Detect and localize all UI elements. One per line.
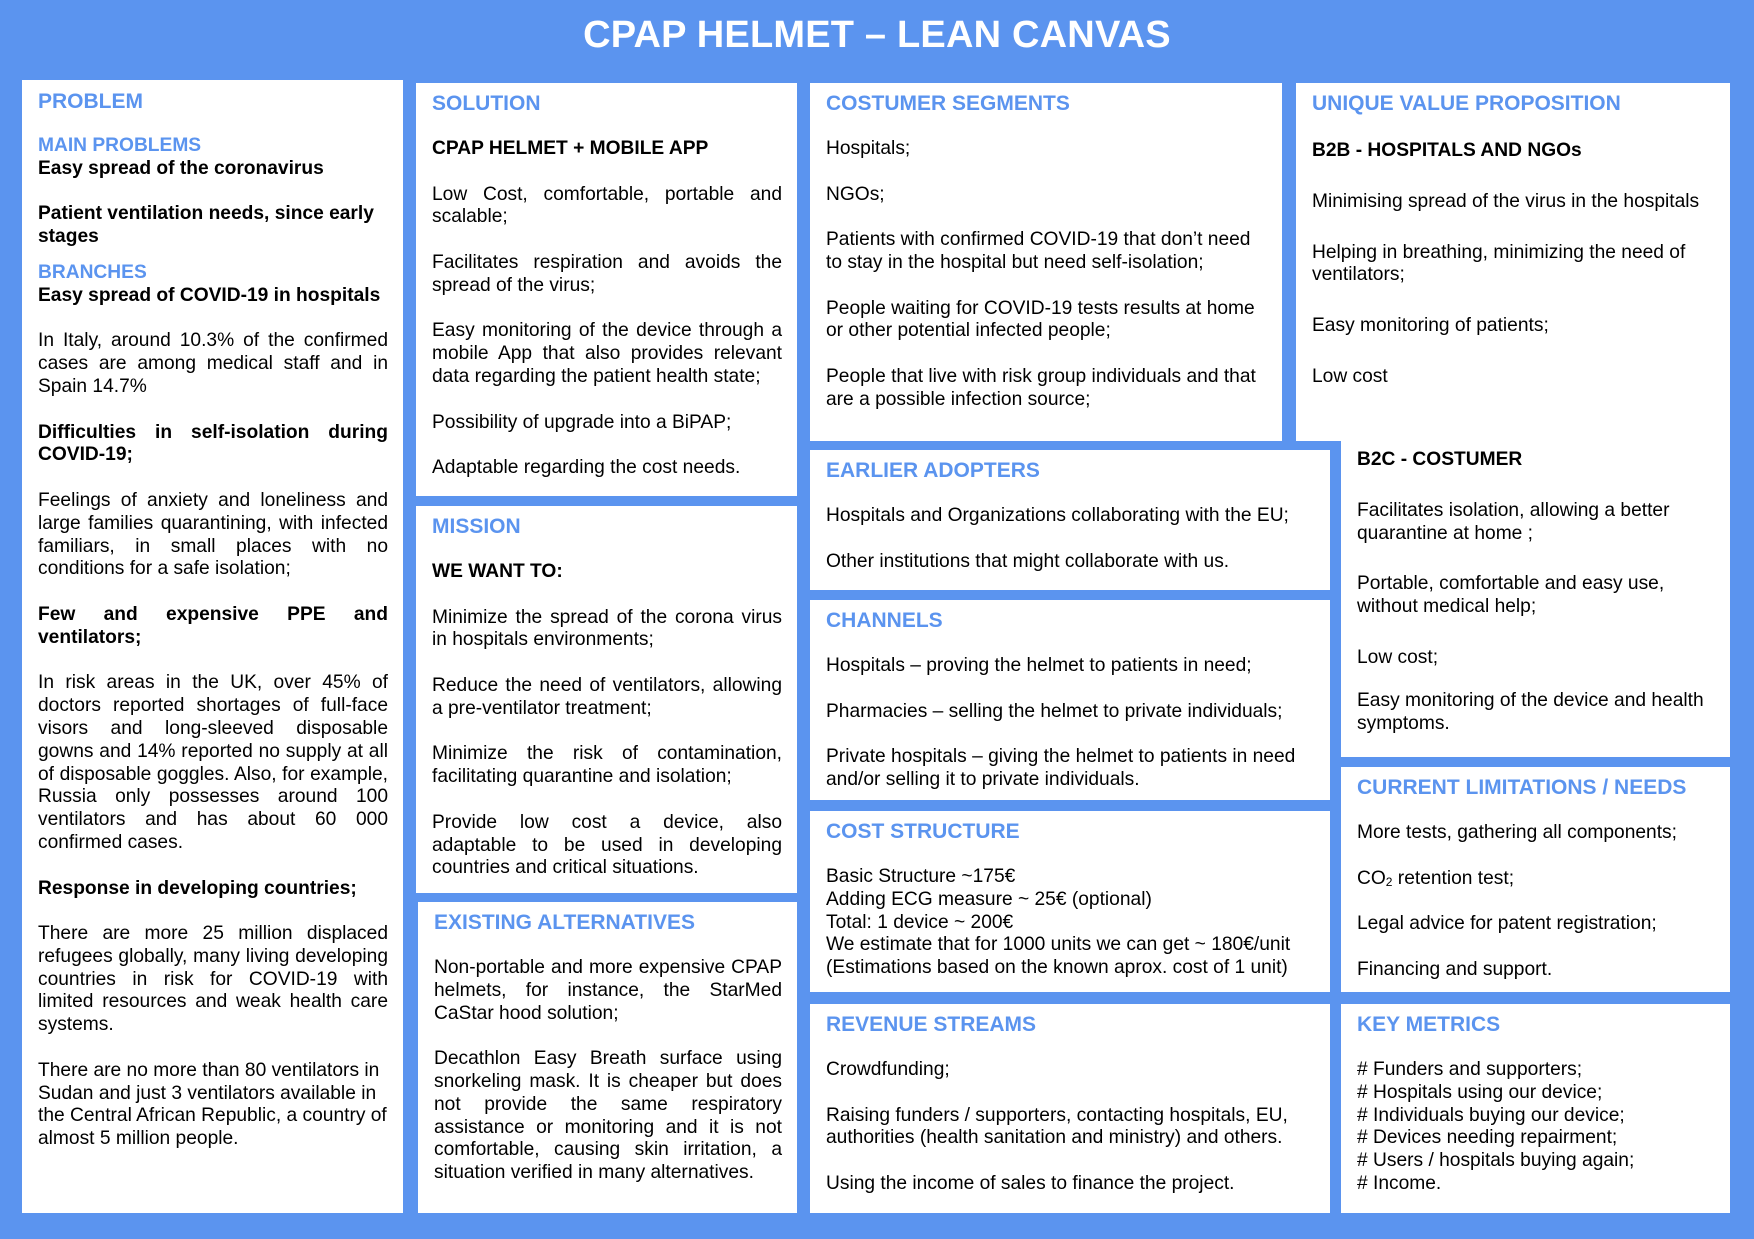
metrics-heading: KEY METRICS (1357, 1013, 1501, 1036)
alternatives-heading: EXISTING ALTERNATIVES (434, 911, 695, 934)
uvp-b2c-item: Portable, comfortable and easy use, without medical help; (1357, 573, 1665, 618)
problem-box (22, 80, 403, 1213)
metric-line: # Individuals buying our device; (1357, 1104, 1625, 1126)
mission-item: Minimize the risk of contamination, facilitating quarantine and isolation; (432, 743, 782, 788)
mission-subtitle: WE WANT TO: (432, 561, 563, 582)
main-problem-2: Patient ventilation needs, since early stages (38, 203, 374, 248)
branch-2-title: Difficulties in self-isolation during COVID-19; (38, 421, 388, 466)
uvp-box (1296, 83, 1730, 441)
cost-line: We estimate that for 1000 units we can get ~ 180€/unit (826, 934, 1291, 956)
segment-item: Patients with confirmed COVID-19 that don’t need to stay in the hospital but need self-isolation; (826, 229, 1251, 273)
uvp-b2b-item: Minimising spread of the virus in the hospitals (1312, 190, 1700, 212)
mission-item: Provide low cost a device, also adaptable to be used in developing countries and critical situations. (432, 811, 782, 879)
adopters-box (810, 450, 1330, 590)
channel-item: Pharmacies – selling the helmet to private individuals; (826, 700, 1283, 722)
limitation-item (1357, 868, 1715, 891)
adopters-heading: EARLIER ADOPTERS (826, 459, 1040, 482)
cost-line: Total: 1 device ~ 200€ (826, 911, 1014, 933)
segments-heading: COSTUMER SEGMENTS (826, 92, 1070, 115)
co2-text: CO (1357, 867, 1386, 889)
uvp-b2b-item: Low cost (1312, 365, 1388, 387)
uvp-b2c-title: B2C - COSTUMER (1357, 449, 1523, 470)
cost-box (810, 811, 1330, 992)
revenue-heading: REVENUE STREAMS (826, 1013, 1037, 1036)
limitations-heading: CURRENT LIMITATIONS / NEEDS (1357, 776, 1687, 799)
segment-item: Hospitals; (826, 138, 911, 159)
uvp-b2b-title: B2B - HOSPITALS AND NGOs (1312, 140, 1582, 161)
branch-3-text: In risk areas in the UK, over 45% of doctors reported shortages of full-face visors and long-sleeved disposable gowns and 14% reported no supply at all of disposable goggles. Also, for example, Russia only possesses around 100 ventilators and has about 60 000 confirmed cases. (38, 672, 388, 853)
metric-line: # Income. (1357, 1172, 1442, 1194)
page-title: CPAP HELMET – LEAN CANVAS (583, 14, 1171, 56)
uvp-b2b-item: Helping in breathing, minimizing the need of ventilators; (1312, 241, 1686, 286)
limitation-item: Legal advice for patent registration; (1357, 913, 1657, 935)
channels-heading: CHANNELS (826, 609, 943, 632)
solution-box (416, 83, 797, 496)
uvp-b2c-box (1341, 441, 1730, 757)
channels-box (810, 600, 1330, 800)
revenue-item: Using the income of sales to finance the project. (826, 1172, 1235, 1194)
limitation-item: Financing and support. (1357, 958, 1553, 980)
cost-line: (Estimations based on the known aprox. cost of 1 unit) (826, 957, 1288, 979)
segment-item: People that live with risk group individuals and that are a possible infection source; (826, 365, 1256, 410)
channel-item: Hospitals – proving the helmet to patients in need; (826, 655, 1252, 676)
segment-item: NGOs; (826, 183, 885, 205)
adopter-item: Other institutions that might collaborate with us. (826, 550, 1230, 572)
mission-item: Minimize the spread of the corona virus in hospitals environments; (432, 606, 782, 651)
revenue-item: Crowdfunding; (826, 1059, 950, 1080)
uvp-b2c-item: Low cost; (1357, 646, 1439, 668)
solution-item: Facilitates respiration and avoids the spread of the virus; (432, 251, 782, 296)
alternative-item: Decathlon Easy Breath surface using snorkeling mask. It is cheaper but does not provide the same respiratory assistance or monitoring and it is not comfortable, causing skin irritation, a situation verified in many alternatives. (434, 1048, 782, 1184)
segments-box (810, 83, 1282, 441)
revenue-box (810, 1004, 1330, 1213)
solution-subtitle: CPAP HELMET + MOBILE APP (432, 138, 709, 159)
solution-item: Low Cost, comfortable, portable and scalable; (432, 183, 782, 228)
branch-3-title: Few and expensive PPE and ventilators; (38, 603, 388, 648)
mission-heading: MISSION (432, 515, 521, 538)
uvp-b2c-item: Easy monitoring of the device and health symptoms. (1357, 689, 1704, 734)
main-problems-heading: MAIN PROBLEMS (38, 135, 202, 156)
branches-heading: BRANCHES (38, 261, 147, 283)
metric-line: # Hospitals using our device; (1357, 1081, 1603, 1103)
co2-subscript: 2 (1385, 874, 1393, 889)
solution-item: Possibility of upgrade into a BiPAP; (432, 411, 732, 433)
channel-item: Private hospitals – giving the helmet to patients in need and/or selling it to private individuals. (826, 746, 1296, 790)
revenue-item: Raising funders / supporters, contacting hospitals, EU, authorities (health sanitation and ministry) and others. (826, 1104, 1288, 1149)
co2-retention-text: retention test; (1392, 867, 1515, 889)
cost-line: Adding ECG measure ~ 25€ (optional) (826, 888, 1152, 910)
mission-item: Reduce the need of ventilators, allowing a pre-ventilator treatment; (432, 674, 782, 719)
branch-1-text: In Italy, around 10.3% of the confirmed cases are among medical staff and in Spain 14.7% (38, 330, 388, 397)
solution-item: Adaptable regarding the cost needs. (432, 457, 741, 479)
limitations-box (1341, 767, 1730, 992)
metric-line: # Users / hospitals buying again; (1357, 1150, 1635, 1172)
uvp-heading: UNIQUE VALUE PROPOSITION (1312, 92, 1621, 115)
alternative-item: Non-portable and more expensive CPAP helmets, for instance, the StarMed CaStar hood solution; (434, 957, 782, 1024)
uvp-b2b-item: Easy monitoring of patients; (1312, 315, 1549, 337)
cost-line: Basic Structure ~175€ (826, 866, 1016, 887)
segment-item: People waiting for COVID-19 tests results at home or other potential infected people; (826, 297, 1255, 342)
branch-4-title: Response in developing countries; (38, 877, 357, 899)
metric-line: # Devices needing repairment; (1357, 1127, 1618, 1149)
branch-1-title: Easy spread of COVID-19 in hospitals (38, 284, 381, 306)
main-problem-1: Easy spread of the coronavirus (38, 157, 324, 179)
alternatives-box (418, 902, 797, 1213)
metric-line: # Funders and supporters; (1357, 1059, 1583, 1080)
adopter-item: Hospitals and Organizations collaborating with the EU; (826, 505, 1289, 526)
mission-box (416, 506, 797, 893)
branch-4-text-1: There are more 25 million displaced refugees globally, many living developing countries in risk for COVID-19 with limited resources and weak health care systems. (38, 923, 388, 1036)
branch-4-text-2: There are no more than 80 ventilators in Sudan and just 3 ventilators available in the Central African Republic, a country of almost 5 million people. (38, 1059, 387, 1150)
solution-item: Easy monitoring of the device through a mobile App that also provides relevant data regarding the patient health state; (432, 320, 782, 387)
metrics-box (1341, 1004, 1730, 1213)
cost-heading: COST STRUCTURE (826, 820, 1020, 843)
problem-heading: PROBLEM (38, 90, 143, 113)
solution-heading: SOLUTION (432, 92, 541, 115)
branch-2-text: Feelings of anxiety and loneliness and large families quarantining, with infected familiars, in small places with no conditions for a safe isolation; (38, 489, 388, 580)
uvp-b2c-item: Facilitates isolation, allowing a better quarantine at home ; (1357, 499, 1670, 544)
limitation-item: More tests, gathering all components; (1357, 822, 1677, 843)
